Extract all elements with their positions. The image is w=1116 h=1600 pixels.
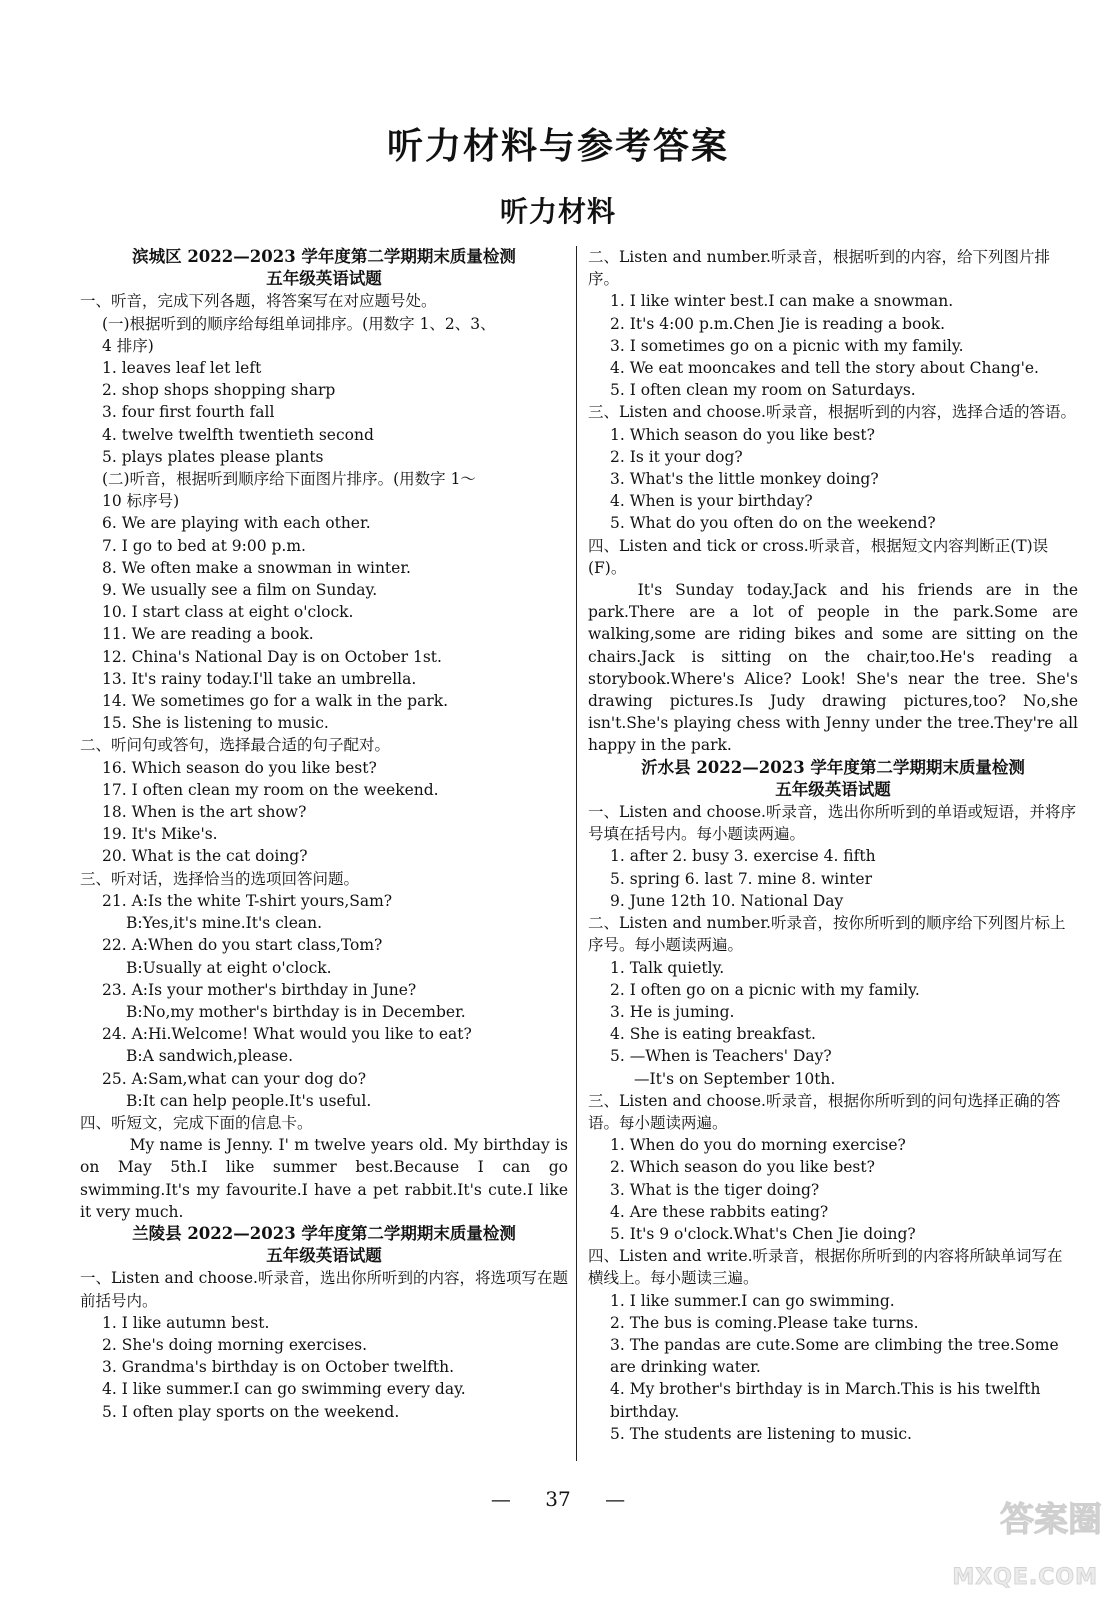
text-line: 19. It's Mike's. (102, 825, 218, 844)
text-line: 2. shop shops shopping sharp (102, 381, 336, 400)
text-line: 一、听音，完成下列各题，将答案写在对应题号处。 (80, 292, 437, 311)
text-line: 三、Listen and choose.听录音，根据你所听到的问句选择正确的答语。每小题读两遍。 (588, 1091, 1061, 1132)
text-line: 一、Listen and choose.听录音，选出你所听到的内容，将选项写在题前括号内。 (80, 1269, 568, 1310)
dash-right: — (605, 1487, 626, 1511)
watermark-url: MXQE.COM (952, 1565, 1098, 1590)
text-line: 二、听问句或答句，选择最合适的句子配对。 (80, 736, 391, 755)
text-line: 5. What do you often do on the weekend? (610, 514, 936, 533)
passage-paragraph: It's Sunday today.Jack and his friends are in the park.There are a lot of people in the park.Some are walking,some are riding bikes and some are sitting on the chairs.Jack is sitting on the chair,too.He's reading a storybook.Where's Alice? Look! She's near the tree. She's drawing pictures.Is Judy drawing pictures,too? No,she isn't.She's playing chess with Jenny under the tree.They're all happy in the park. (588, 581, 1078, 755)
text-line: 2. The bus is coming.Please take turns. (610, 1313, 919, 1332)
text-line: B:It can help people.It's useful. (126, 1091, 372, 1110)
text-line: 2. I often go on a picnic with my family. (610, 980, 920, 999)
text-line: 21. A:Is the white T-shirt yours,Sam? (102, 891, 393, 910)
text-line: 2. It's 4:00 p.m.Chen Jie is reading a book. (610, 314, 946, 333)
text-line: 1. I like winter best.I can make a snowman. (610, 292, 954, 311)
text-line: 1. I like summer.I can go swimming. (610, 1291, 895, 1310)
text-line: 四、Listen and write.听录音，根据你所听到的内容将所缺单词写在横线上。每小题读三遍。 (588, 1247, 1063, 1288)
text-line: 12. China's National Day is on October 1st. (102, 647, 442, 666)
text-line: 3. What's the little monkey doing? (610, 470, 879, 489)
text-line: 14. We sometimes go for a walk in the park. (102, 692, 449, 711)
text-line: 10 标序号) (102, 492, 180, 511)
text-line: 2. Which season do you like best? (610, 1158, 875, 1177)
text-line: 4. twelve twelfth twentieth second (102, 425, 374, 444)
text-line: 23. A:Is your mother's birthday in June? (102, 980, 417, 999)
text-line: 三、听对话，选择恰当的选项回答问题。 (80, 869, 360, 888)
text-line: 3. He is juming. (610, 1002, 735, 1021)
text-line: 6. We are playing with each other. (102, 514, 371, 533)
text-line: 22. A:When do you start class,Tom? (102, 936, 383, 955)
text-line: 1. Talk quietly. (610, 958, 725, 977)
text-line: 25. A:Sam,what can your dog do? (102, 1069, 367, 1088)
text-line: 4. I like summer.I can go swimming every day. (102, 1380, 466, 1399)
text-line: 4. When is your birthday? (610, 492, 813, 511)
column-divider (576, 246, 577, 1461)
text-line: 15. She is listening to music. (102, 714, 329, 733)
text-line: 5. spring 6. last 7. mine 8. winter (610, 869, 873, 888)
section-title: 听力材料 (499, 195, 616, 228)
text-line: (二)听音，根据听到顺序给下面图片排序。(用数字 1～ (102, 470, 476, 489)
text-line: 3. The pandas are cute.Some are climbing the tree.Some are drinking water. (610, 1335, 1059, 1377)
text-line: 四、Listen and tick or cross.听录音，根据短文内容判断正(T)误(F)。 (588, 536, 1049, 577)
text-line: 9. June 12th 10. National Day (610, 891, 844, 910)
section-header: 五年级英语试题 (775, 779, 891, 799)
dash-left: — (490, 1487, 511, 1511)
text-line: 2. Is it your dog? (610, 447, 743, 466)
text-line: 5. I often play sports on the weekend. (102, 1402, 400, 1421)
section-header: 兰陵县 2022—2023 学年度第二学期期末质量检测 (132, 1223, 516, 1243)
page-number: 37 (545, 1487, 571, 1511)
text-line: 24. A:Hi.Welcome! What would you like to eat? (102, 1025, 472, 1044)
section-header: 滨城区 2022—2023 学年度第二学期期末质量检测 (132, 247, 516, 266)
text-line: 18. When is the art show? (102, 803, 307, 822)
text-line: 三、Listen and choose.听录音，根据听到的内容，选择合适的答语。 (588, 403, 1076, 422)
text-line: 20. What is the cat doing? (102, 847, 308, 866)
text-line: 四、听短文，完成下面的信息卡。 (80, 1113, 313, 1132)
text-line: B:Yes,it's mine.It's clean. (126, 914, 323, 933)
text-line: 2. She's doing morning exercises. (102, 1335, 368, 1354)
text-line: 9. We usually see a film on Sunday. (102, 581, 378, 600)
watermark (922, 1492, 1102, 1592)
text-line: 1. leaves leaf let left (102, 359, 262, 378)
passage-paragraph: My name is Jenny. I' m twelve years old. My birthday is on May 5th.I like summer best.Because I can go swimming.It's my favourite.I have a pet rabbit.It's cute.I like it very much. (80, 1136, 568, 1221)
text-line: 11. We are reading a book. (102, 625, 314, 644)
section-header: 五年级英语试题 (266, 269, 382, 289)
text-line: 4. She is eating breakfast. (610, 1025, 816, 1044)
text-line: 1. I like autumn best. (102, 1313, 270, 1332)
text-line: 3. four first fourth fall (102, 403, 275, 422)
text-line: (一)根据听到的顺序给每组单词排序。(用数字 1、2、3、 (102, 314, 496, 333)
text-line: 17. I often clean my room on the weekend. (102, 780, 439, 799)
text-line: 3. Grandma's birthday is on October twelfth. (102, 1358, 455, 1377)
text-line: 7. I go to bed at 9:00 p.m. (102, 536, 306, 555)
text-line: 5. It's 9 o'clock.What's Chen Jie doing? (610, 1224, 916, 1243)
text-line: 1. after 2. busy 3. exercise 4. fifth (610, 847, 876, 866)
text-line: B:Usually at eight o'clock. (126, 958, 332, 977)
page-title: 听力材料与参考答案 (386, 125, 729, 167)
text-line: 13. It's rainy today.I'll take an umbrella. (102, 669, 417, 688)
text-line: 16. Which season do you like best? (102, 758, 377, 777)
watermark-logo: 答案圈 (1000, 1500, 1102, 1540)
text-line: 4. Are these rabbits eating? (610, 1202, 829, 1221)
text-line: 4 排序) (102, 336, 154, 355)
right-column (588, 246, 1078, 1445)
text-line: B:No,my mother's birthday is in December. (126, 1002, 466, 1021)
text-line: 5. I often clean my room on Saturdays. (610, 381, 916, 400)
text-line: 1. Which season do you like best? (610, 425, 875, 444)
text-line: 5. plays plates please plants (102, 447, 324, 466)
text-line: 8. We often make a snowman in winter. (102, 558, 411, 577)
text-line: 5. —When is Teachers' Day? (610, 1047, 832, 1066)
text-line: 4. My brother's birthday is in March.This is his twelfth birthday. (610, 1380, 1041, 1421)
text-line: 4. We eat mooncakes and tell the story about Chang'e. (610, 359, 1039, 378)
text-line: 1. When do you do morning exercise? (610, 1136, 906, 1155)
text-line: 3. I sometimes go on a picnic with my family. (610, 336, 964, 355)
section-header: 沂水县 2022—2023 学年度第二学期期末质量检测 (641, 757, 1025, 777)
text-line: 一、Listen and choose.听录音，选出你所听到的单语或短语，并将序号填在括号内。每小题读两遍。 (588, 803, 1076, 844)
text-line: 二、Listen and number.听录音，根据听到的内容，给下列图片排序。 (588, 248, 1050, 289)
text-line: 二、Listen and number.听录音，按你所听到的顺序给下列图片标上序号。每小题读两遍。 (588, 914, 1066, 955)
text-line: 5. The students are listening to music. (610, 1424, 912, 1443)
text-line: 10. I start class at eight o'clock. (102, 603, 354, 622)
text-line: 3. What is the tiger doing? (610, 1180, 820, 1199)
text-line: —It's on September 10th. (634, 1069, 836, 1088)
section-header: 五年级英语试题 (266, 1246, 382, 1266)
left-column (80, 246, 568, 1423)
text-line: B:A sandwich,please. (126, 1047, 293, 1066)
